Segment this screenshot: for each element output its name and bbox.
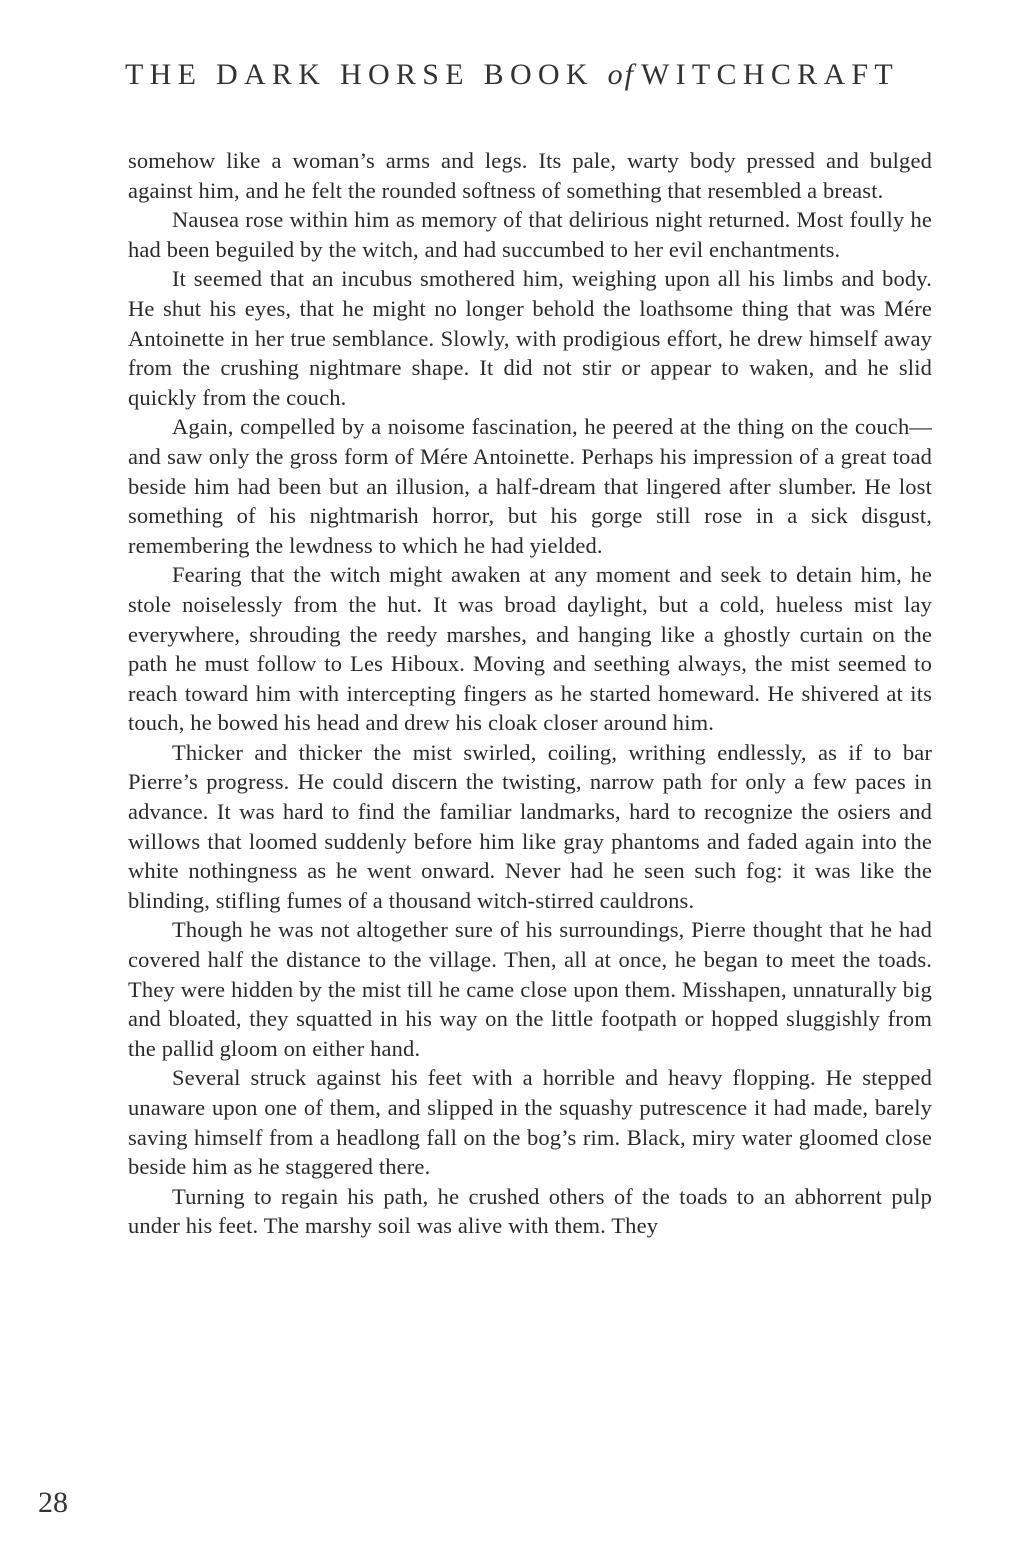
running-head <box>0 58 1024 92</box>
running-head-of: of <box>607 58 636 91</box>
running-head-subject: WITCHCRAFT <box>641 58 900 91</box>
paragraph: Though he was not altogether sure of his surroundings, Pierre thought that he had covered half the distance to the village. Then, all at once, he began to meet the toads. They were hidden by the mist till he came close upon them. Misshapen, unnaturally big and bloated, they squatted in his way on the little footpath or hopped sluggishly from the pallid gloom on either hand. <box>128 917 932 1061</box>
paragraph: Nausea rose within him as memory of that delirious night returned. Most foully he had been beguiled by the witch, and had succumbed to her evil enchantments. <box>128 207 932 262</box>
paragraph: It seemed that an incubus smothered him, weighing upon all his limbs and body. He shut his eyes, that he might no longer behold the loathsome thing that was Mére Antoinette in her true semblance. Slowly, with prodigious effort, he drew himself away from the crushing nightmare shape. It did not stir or appear to waken, and he slid quickly from the couch. <box>128 266 932 410</box>
body-text <box>128 146 932 1241</box>
paragraph-continued: somehow like a woman’s arms and legs. Its pale, warty body pressed and bulged against him, and he felt the rounded softness of something that resembled a breast. <box>128 148 932 203</box>
paragraph: Thicker and thicker the mist swirled, coiling, writhing endlessly, as if to bar Pierre’s progress. He could discern the twisting, narrow path for only a few paces in advance. It was hard to find the familiar landmarks, hard to recognize the osiers and willows that loomed suddenly before him like gray phantoms and faded again into the white nothingness as he went onward. Never had he seen such fog: it was like the blinding, stifling fumes of a thousand witch-stirred cauldrons. <box>128 739 932 913</box>
paragraph: Fearing that the witch might awaken at any moment and seek to detain him, he stole noiselessly from the hut. It was broad daylight, but a cold, hueless mist lay everywhere, shrouding the reedy marshes, and hanging like a ghostly curtain on the path he must follow to Les Hiboux. Moving and seething always, the mist seemed to reach toward him with intercepting fingers as he started homeward. He shivered at its touch, he bowed his head and drew his cloak closer around him. <box>128 562 932 736</box>
paragraph: Turning to regain his path, he crushed others of the toads to an abhorrent pulp under his feet. The marshy soil was alive with them. They <box>128 1183 932 1239</box>
page-number: 28 <box>38 1486 68 1519</box>
paragraph: Again, compelled by a noisome fascination, he peered at the thing on the couch—and saw only the gross form of Mére Antoinette. Perhaps his impression of a great toad beside him had been but an illusion, a half-dream that lingered after slumber. He lost something of his nightmarish horror, but his gorge still rose in a sick disgust, remembering the lewdness to which he had yielded. <box>128 414 932 558</box>
paragraph: Several struck against his feet with a horrible and heavy flopping. He stepped unaware upon one of them, and slipped in the squashy putrescence it had made, barely saving himself from a headlong fall on the bog’s rim. Black, miry water gloomed close beside him as he staggered there. <box>128 1065 932 1180</box>
running-head-title: THE DARK HORSE BOOK <box>124 58 594 91</box>
